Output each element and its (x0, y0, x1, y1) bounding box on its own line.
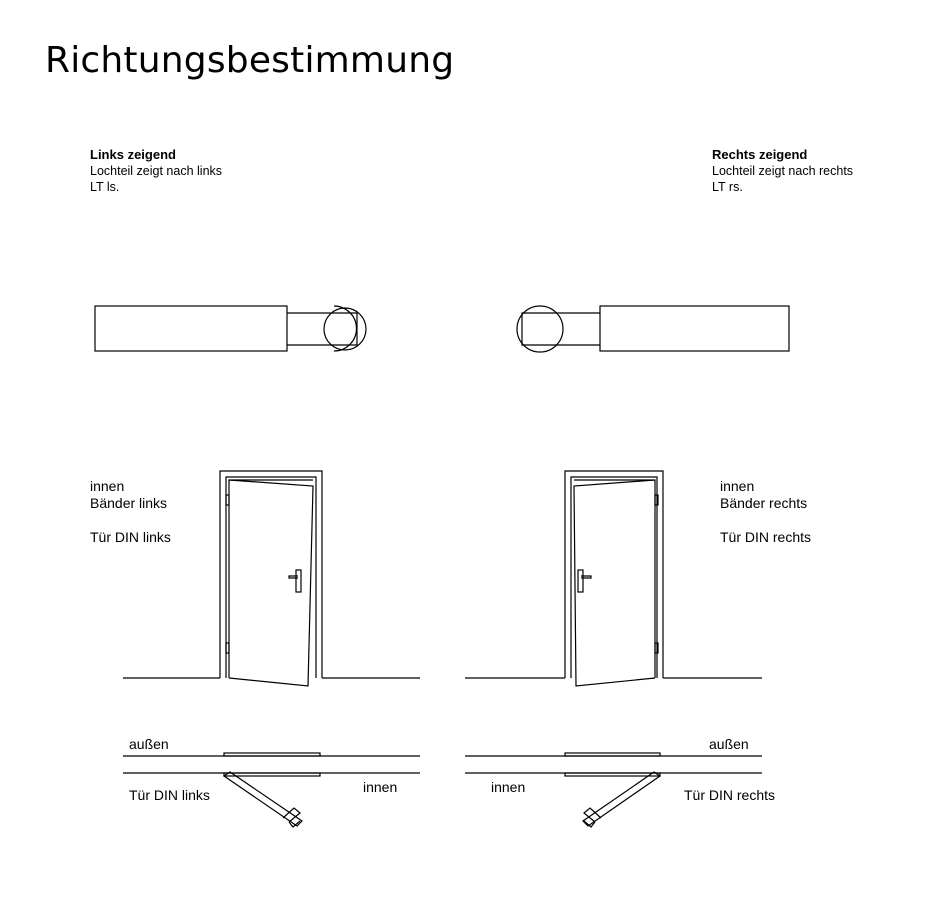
right-din-label: Tür DIN rechts (720, 529, 812, 545)
left-heading: Links zeigend (90, 147, 176, 162)
right-plan-leaf (583, 772, 660, 826)
left-lock-body (95, 306, 287, 351)
left-threshold-top (224, 753, 320, 756)
left-lock-tongue (287, 313, 357, 345)
right-door-leaf (574, 480, 655, 686)
right-hinges-label: Bänder rechts (720, 495, 808, 511)
left-plan-leaf (224, 772, 302, 826)
left-door-leaf (229, 480, 313, 686)
left-hinge-bottom (226, 643, 229, 653)
left-hinge-top (226, 495, 229, 505)
right-line-2: LT rs. (712, 180, 743, 194)
left-frame-inner (226, 477, 316, 678)
left-line-1: Lochteil zeigt nach links (90, 164, 223, 178)
left-threshold-bottom (224, 773, 320, 776)
left-plan-inside-label: innen (363, 779, 398, 795)
right-lock-body (600, 306, 789, 351)
right-heading: Rechts zeigend (712, 147, 808, 162)
right-side-label: innen (720, 478, 755, 494)
left-hinges-label: Bänder links (90, 495, 168, 511)
left-plan-outside-label: außen (129, 736, 169, 752)
left-frame-outer (220, 471, 322, 678)
left-lock-circle (324, 308, 366, 350)
left-door-handle-plate (296, 570, 301, 592)
left-door-elevation (123, 471, 420, 686)
right-plan-din-label: Tür DIN rechts (684, 787, 776, 803)
left-plan-view (123, 753, 420, 827)
left-plan-din-label: Tür DIN links (129, 787, 210, 803)
right-plan-view (465, 753, 762, 827)
page-title: Richtungsbestimmung (45, 40, 455, 81)
right-plan-outside-label: außen (709, 736, 749, 752)
right-door-elevation (465, 471, 762, 686)
right-lock-tongue (522, 313, 600, 345)
right-plan-inside-label: innen (491, 779, 526, 795)
right-lock-part (517, 306, 789, 352)
left-line-2: LT ls. (90, 180, 120, 194)
left-din-label: Tür DIN links (90, 529, 171, 545)
right-threshold-bottom (565, 773, 660, 776)
left-lock-part (95, 306, 366, 351)
right-frame-outer (565, 471, 663, 678)
right-door-handle-plate (578, 570, 583, 592)
left-door-handle-lever (289, 576, 298, 578)
left-side-label: innen (90, 478, 125, 494)
right-line-1: Lochteil zeigt nach rechts (712, 164, 854, 178)
right-threshold-top (565, 753, 660, 756)
